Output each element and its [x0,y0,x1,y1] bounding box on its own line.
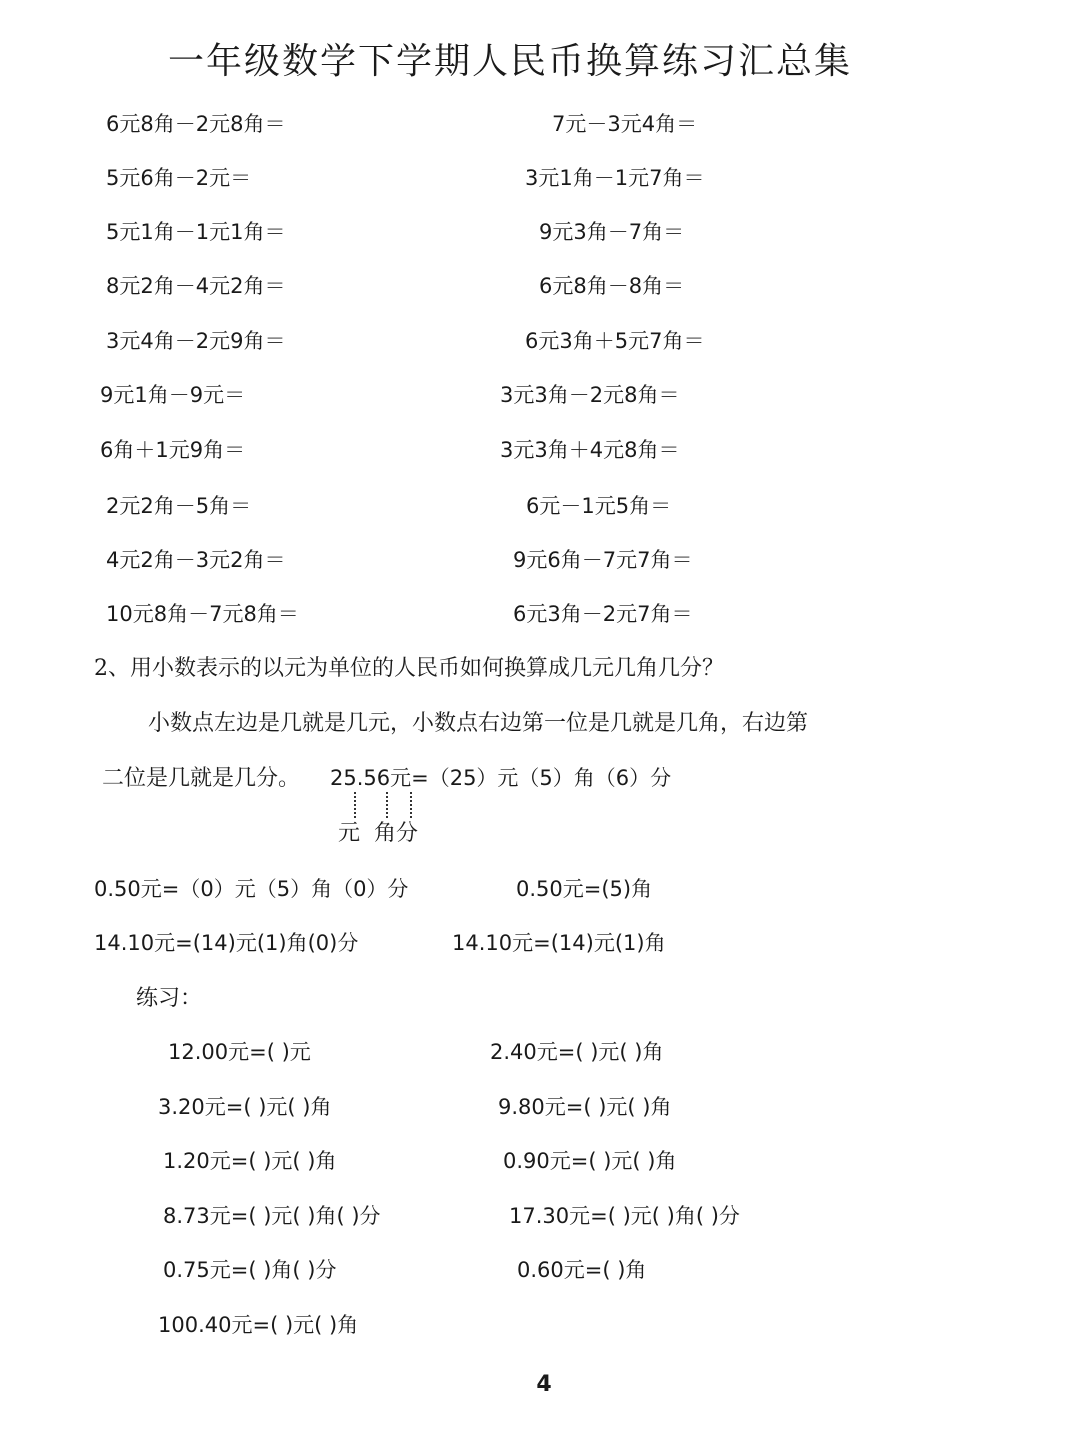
practice-item-11: 100.40元=( )元( )角 [158,1313,359,1337]
problem-left-9: 4元2角－3元2角＝ [106,548,286,572]
problem-left-8: 2元2角－5角＝ [106,494,252,518]
problem-left-5: 3元4角－2元9角＝ [106,329,286,353]
problem-left-7: 6角＋1元9角＝ [100,438,246,462]
digit-marker [354,792,356,818]
problem-right-6: 3元3角－2元8角＝ [500,383,680,407]
label-yuan: 元 [338,821,361,846]
practice-item-10: 0.60元=( )角 [517,1258,647,1282]
example-3: 14.10元=(14)元(1)角(0)分 [94,931,359,955]
problem-left-3: 5元1角－1元1角＝ [106,220,286,244]
problem-right-4: 6元8角－8角＝ [539,274,685,298]
problem-left-2: 5元6角－2元＝ [106,166,252,190]
problem-right-2: 3元1角－1元7角＝ [525,166,705,190]
practice-item-3: 3.20元=( )元( )角 [158,1095,332,1119]
practice-item-8: 17.30元=( )元( )角( )分 [509,1204,740,1228]
problem-left-10: 10元8角－7元8角＝ [106,602,299,626]
practice-item-2: 2.40元=( )元( )角 [490,1040,664,1064]
practice-item-6: 0.90元=( )元( )角 [503,1149,677,1173]
practice-item-9: 0.75元=( )角( )分 [163,1258,337,1282]
example-4: 14.10元=(14)元(1)角 [452,931,666,955]
problem-left-6: 9元1角－9元＝ [100,383,246,407]
problem-right-10: 6元3角－2元7角＝ [513,602,693,626]
example-2: 0.50元=(5)角 [516,877,653,901]
problem-left-1: 6元8角－2元8角＝ [106,112,286,136]
page-number: 4 [536,1372,552,1397]
problem-right-7: 3元3角＋4元8角＝ [500,438,680,462]
problem-left-4: 8元2角－4元2角＝ [106,274,286,298]
practice-item-1: 12.00元=( )元 [168,1040,311,1064]
section2-rule-line1: 小数点左边是几就是几元，小数点右边第一位是几就是几角，右边第 [148,711,809,736]
section2-example-number: 25.56元=（25）元（5）角（6）分 [330,766,672,790]
practice-item-4: 9.80元=( )元( )角 [498,1095,672,1119]
section2-heading: 2、用小数表示的以元为单位的人民币如何换算成几元几角几分？ [94,656,724,681]
example-1: 0.50元=（0）元（5）角（0）分 [94,877,409,901]
page-title: 一年级数学下学期人民币换算练习汇总集 [167,41,852,82]
problem-right-1: 7元－3元4角＝ [552,112,698,136]
practice-item-7: 8.73元=( )元( )角( )分 [163,1204,381,1228]
problem-right-5: 6元3角＋5元7角＝ [525,329,705,353]
digit-marker [386,792,388,818]
practice-item-5: 1.20元=( )元( )角 [163,1149,337,1173]
problem-right-9: 9元6角－7元7角＝ [513,548,693,572]
section2-rule-line2: 二位是几就是几分。 [102,766,301,791]
label-jiaofen: 角分 [374,821,419,846]
practice-label: 练习： [136,986,203,1011]
problem-right-3: 9元3角－7角＝ [539,220,685,244]
problem-right-8: 6元－1元5角＝ [526,494,672,518]
digit-marker [410,792,412,818]
